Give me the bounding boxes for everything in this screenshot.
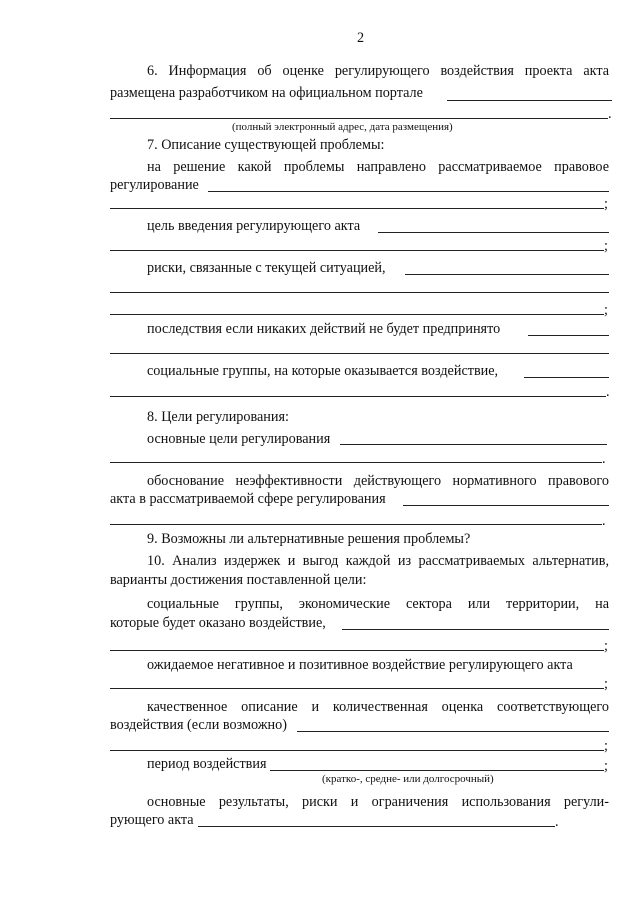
section-10-line-1: 10. Анализ издержек и выгод каждой из рассматриваемых альтернатив, [147, 553, 609, 569]
portal-address-field[interactable] [447, 100, 612, 101]
section-9-title: 9. Возможны ли альтернативные решения проблемы? [147, 531, 471, 547]
semicolon-mark: ; [604, 738, 608, 754]
expected-impact-label: ожидаемое негативное и позитивное воздействие регулирующего акта [147, 657, 573, 673]
problem-question-line-1: на решение какой проблемы направлено рассматриваемое правовое [147, 159, 609, 175]
main-goals-field-2[interactable] [110, 462, 602, 463]
social-groups-field-1[interactable] [342, 629, 609, 630]
period-mark: . [608, 106, 612, 122]
semicolon-mark: ; [604, 676, 608, 692]
act-goal-field-1[interactable] [378, 232, 609, 233]
semicolon-mark: ; [604, 758, 608, 774]
portal-address-caption: (полный электронный адрес, дата размещения) [232, 121, 453, 133]
consequences-label: последствия если никаких действий не будет предпринято [147, 321, 501, 337]
period-mark: . [555, 814, 559, 830]
act-goal-label: цель введения регулирующего акта [147, 218, 361, 234]
justification-field-2[interactable] [110, 524, 602, 525]
expected-impact-field[interactable] [110, 688, 604, 689]
impact-period-caption: (кратко-, средне- или долгосрочный) [322, 773, 494, 785]
semicolon-mark: ; [604, 638, 608, 654]
portal-address-field-continued[interactable] [110, 118, 608, 119]
main-results-field[interactable] [198, 826, 555, 827]
section-8-title: 8. Цели регулирования: [147, 409, 289, 425]
period-mark: . [602, 513, 606, 529]
act-goal-field-2[interactable] [110, 250, 604, 251]
section-6-line-1: 6. Информация об оценке регулирующего воздействия проекта акта [147, 63, 609, 79]
justification-line-2: акта в рассматриваемой сфере регулирования [110, 491, 386, 507]
page-number: 2 [357, 30, 365, 46]
section-7-title: 7. Описание существующей проблемы: [147, 137, 385, 153]
risks-label: риски, связанные с текущей ситуацией, [147, 260, 386, 276]
affected-groups-field-1[interactable] [524, 377, 609, 378]
problem-answer-field-1[interactable] [208, 191, 609, 192]
justification-line-1: обоснование неэффективности действующего нормативного правового [147, 473, 609, 489]
impact-assessment-field-1[interactable] [297, 731, 609, 732]
risks-field-2[interactable] [110, 292, 609, 293]
period-mark: . [606, 384, 610, 400]
semicolon-mark: ; [604, 196, 608, 212]
problem-answer-field-2[interactable] [110, 208, 604, 209]
impact-assessment-line-1: качественное описание и количественная оценка соответствующего [147, 699, 609, 715]
consequences-field-2[interactable] [110, 353, 609, 354]
main-goals-field-1[interactable] [340, 444, 607, 445]
section-10-line-2: варианты достижения поставленной цели: [110, 572, 367, 588]
consequences-field-1[interactable] [528, 335, 609, 336]
affected-groups-label: социальные группы, на которые оказывается воздействие, [147, 363, 499, 379]
impact-assessment-line-2: воздействия (если возможно) [110, 717, 287, 733]
affected-groups-field-2[interactable] [110, 396, 606, 397]
main-results-line-2: рующего акта [110, 812, 194, 828]
main-results-line-1: основные результаты, риски и ограничения использования регули- [147, 794, 609, 810]
impact-period-field[interactable] [270, 770, 604, 771]
impact-assessment-field-2[interactable] [110, 750, 604, 751]
risks-field-1[interactable] [405, 274, 609, 275]
justification-field-1[interactable] [403, 505, 609, 506]
semicolon-mark: ; [604, 238, 608, 254]
section-6-line-2: размещена разработчиком на официальном портале [110, 85, 423, 101]
impact-period-label: период воздействия [147, 756, 267, 772]
main-goals-label: основные цели регулирования [147, 431, 331, 447]
social-groups-line-1: социальные группы, экономические сектора или территории, на [147, 596, 609, 612]
social-groups-field-2[interactable] [110, 650, 604, 651]
social-groups-line-2: которые будет оказано воздействие, [110, 615, 326, 631]
period-mark: . [602, 451, 606, 467]
problem-question-line-2: регулирование [110, 177, 199, 193]
risks-field-3[interactable] [110, 314, 604, 315]
semicolon-mark: ; [604, 302, 608, 318]
